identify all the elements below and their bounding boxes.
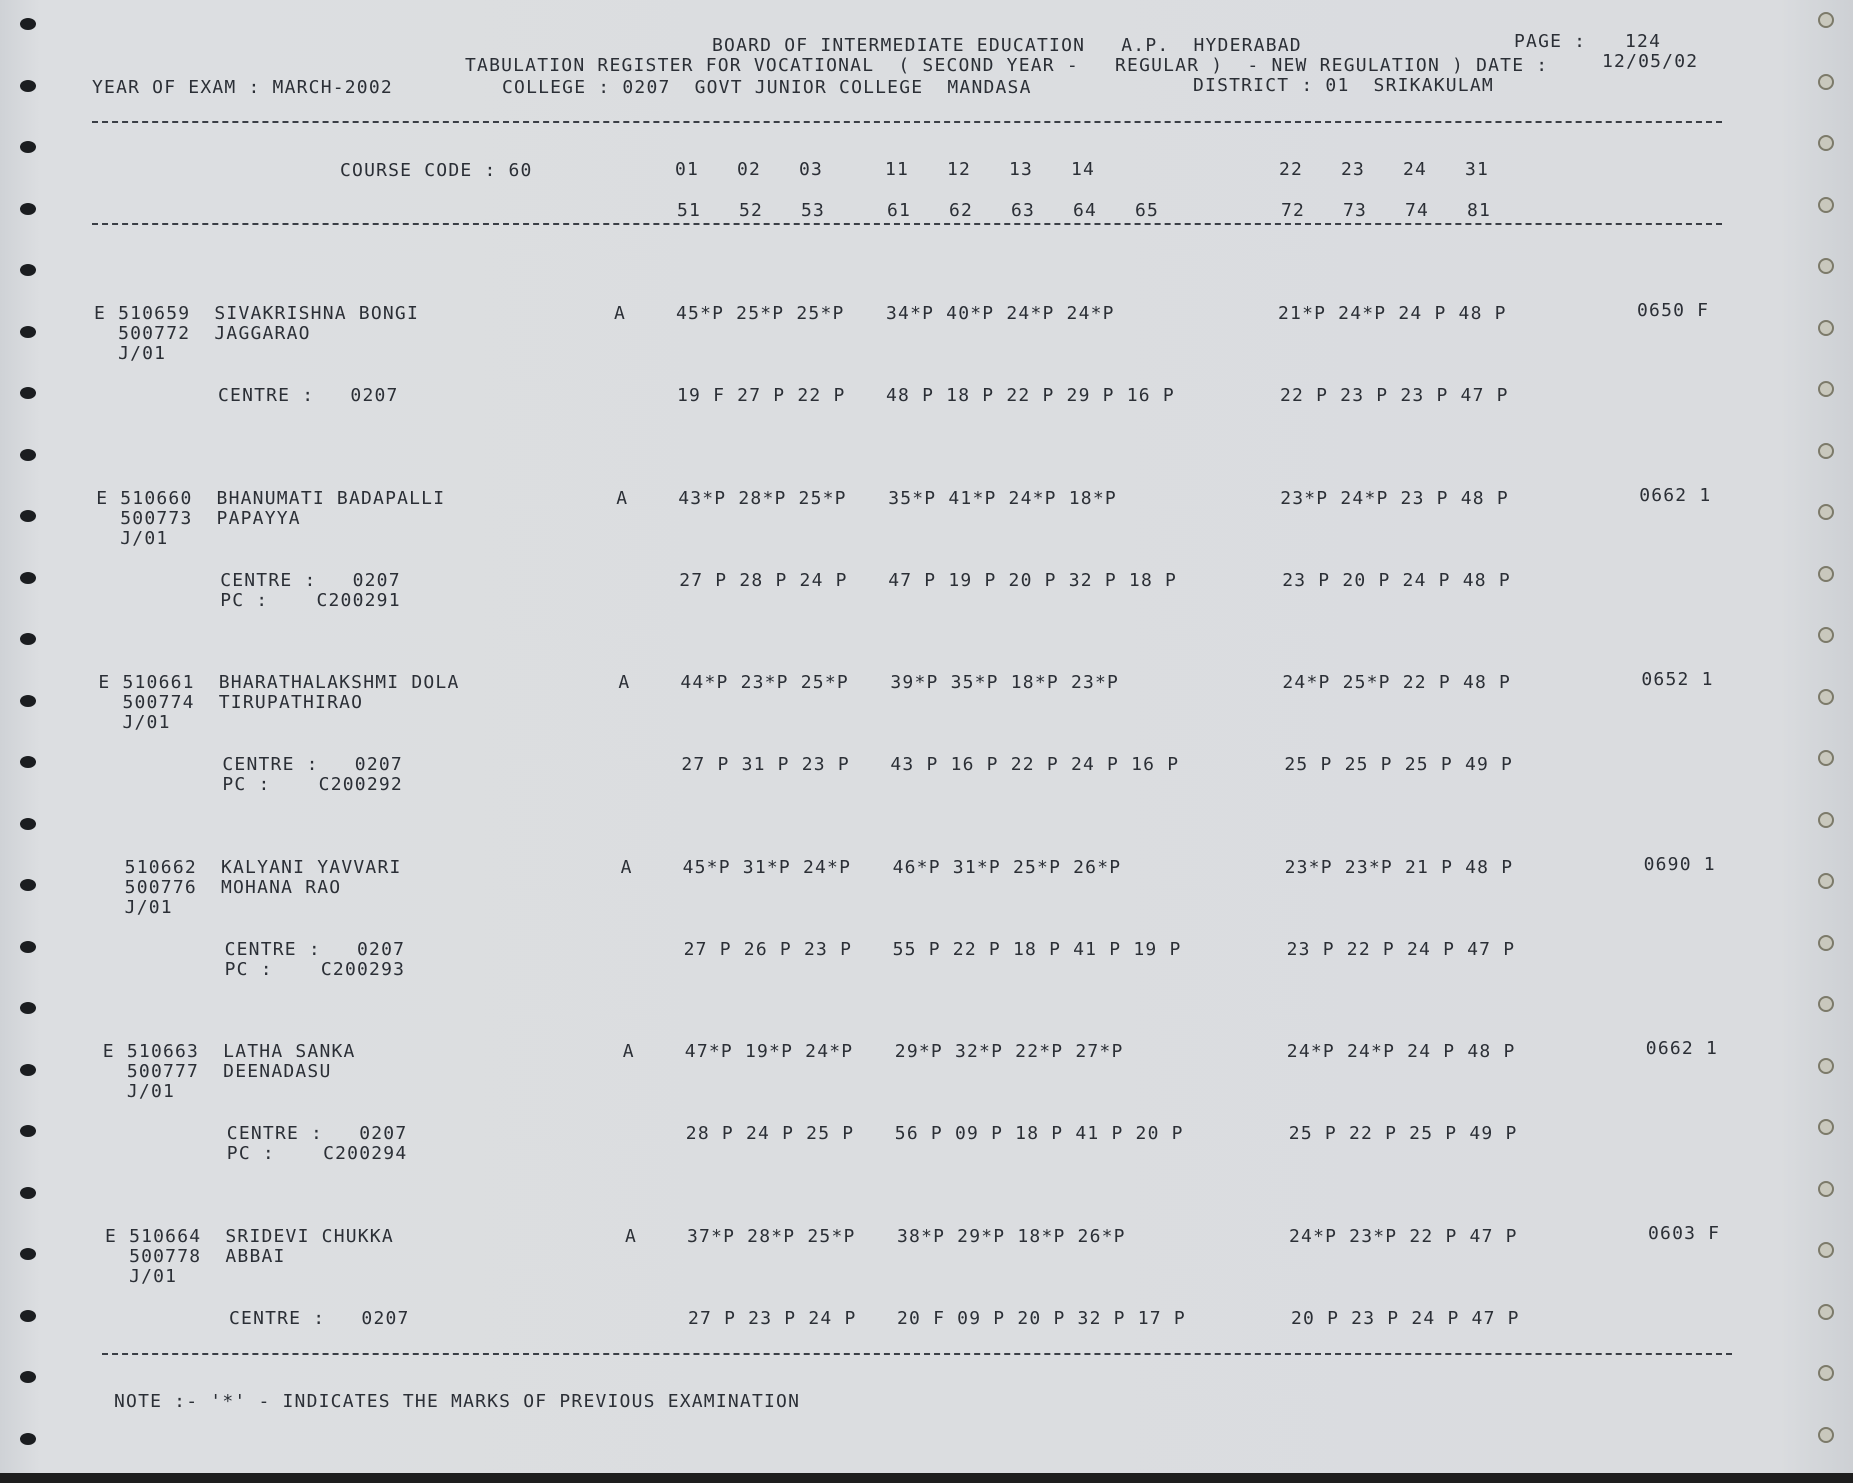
feed-hole-right xyxy=(1818,1058,1834,1074)
record-grade: A xyxy=(625,1225,638,1247)
record-total: 0690 1 xyxy=(1643,853,1716,875)
record-line3: J/01 xyxy=(102,1081,176,1102)
feed-hole-right xyxy=(1818,1365,1834,1381)
record-m2c: 22 P 23 P 23 P 47 P xyxy=(1280,385,1509,406)
record-line1: E 510661 BHARATHALAKSHMI DOLA xyxy=(98,672,460,693)
record-m1b: 46*P 31*P 25*P 26*P xyxy=(892,856,1122,878)
feed-hole-left xyxy=(20,141,36,153)
record-line1: E 510664 SRIDEVI CHUKKA xyxy=(105,1225,394,1247)
record-m2a: 27 P 31 P 23 P xyxy=(681,754,850,775)
record-line2: 500772 JAGGARAO xyxy=(94,323,311,344)
footnote: NOTE :- '*' - INDICATES THE MARKS OF PREVIOUS EXAMINATION xyxy=(114,1391,801,1412)
record-centre: CENTRE : 0207 xyxy=(224,938,406,960)
column-code: 61 xyxy=(887,200,912,221)
feed-hole-left xyxy=(20,756,36,768)
record-line1: E 510659 SIVAKRISHNA BONGI xyxy=(94,303,419,324)
record-total: 0662 1 xyxy=(1639,484,1712,506)
record-grade: A xyxy=(620,856,633,878)
column-code: 53 xyxy=(801,200,826,221)
record-total: 0662 1 xyxy=(1645,1038,1719,1059)
record-total: 0603 F xyxy=(1648,1222,1721,1244)
record-m2b: 20 F 09 P 20 P 32 P 17 P xyxy=(897,1307,1186,1329)
feed-hole-left xyxy=(20,387,36,399)
record-m2c: 20 P 23 P 24 P 47 P xyxy=(1291,1307,1520,1329)
record-m2a: 19 F 27 P 22 P xyxy=(677,385,846,406)
feed-hole-right xyxy=(1818,812,1834,828)
record-line3: J/01 xyxy=(105,1265,178,1287)
record-m2c: 23 P 20 P 24 P 48 P xyxy=(1282,569,1511,591)
feed-hole-right xyxy=(1818,935,1834,951)
feed-hole-left xyxy=(20,1187,36,1199)
feed-hole-right xyxy=(1818,996,1834,1012)
record-m2b: 56 P 09 P 18 P 41 P 20 P xyxy=(894,1123,1184,1144)
record-m1b: 39*P 35*P 18*P 23*P xyxy=(890,672,1120,693)
column-code: 81 xyxy=(1467,200,1492,221)
record-m2a: 27 P 26 P 23 P xyxy=(683,938,853,960)
feed-hole-right xyxy=(1818,873,1834,889)
column-code: 51 xyxy=(677,200,702,221)
record-line1: E 510663 LATHA SANKA xyxy=(102,1041,356,1062)
column-code: 74 xyxy=(1405,200,1430,221)
record-line3: J/01 xyxy=(100,896,173,918)
feed-hole-left xyxy=(20,695,36,707)
feed-hole-left xyxy=(20,1371,36,1383)
record-m1b: 35*P 41*P 24*P 18*P xyxy=(888,487,1117,509)
column-code: 52 xyxy=(739,200,764,221)
column-code: 01 xyxy=(675,159,700,180)
feed-hole-left xyxy=(20,1064,36,1076)
column-code: 31 xyxy=(1465,159,1490,180)
record-m2b: 43 P 16 P 22 P 24 P 16 P xyxy=(890,754,1180,775)
column-code: 22 xyxy=(1279,159,1304,180)
column-code: 72 xyxy=(1281,200,1306,221)
record-m1a: 43*P 28*P 25*P xyxy=(678,487,847,509)
record-line2: 500773 PAPAYYA xyxy=(96,507,301,529)
record-m2b: 47 P 19 P 20 P 32 P 18 P xyxy=(888,569,1178,591)
record-line1: 510662 KALYANI YAVVARI xyxy=(100,856,402,878)
record-centre: CENTRE : 0207 xyxy=(226,1123,408,1144)
record-m2b: 48 P 18 P 22 P 29 P 16 P xyxy=(886,385,1175,406)
feed-hole-right xyxy=(1818,627,1834,643)
record-line3: J/01 xyxy=(98,712,171,733)
record-pc: PC : C200294 xyxy=(226,1143,408,1164)
feed-hole-left xyxy=(20,1433,36,1445)
district-info: DISTRICT : 01 SRIKAKULAM xyxy=(1193,75,1494,96)
record-line2: 500776 MOHANA RAO xyxy=(100,876,342,898)
college-info: COLLEGE : 0207 GOVT JUNIOR COLLEGE MANDASA xyxy=(502,77,1032,98)
feed-hole-left xyxy=(20,1125,36,1137)
column-code: 03 xyxy=(799,159,824,180)
record-m2a: 27 P 28 P 24 P xyxy=(679,569,848,591)
record-centre: CENTRE : 0207 xyxy=(229,1307,410,1329)
column-code: 14 xyxy=(1071,159,1096,180)
column-code: 12 xyxy=(947,159,972,180)
feed-hole-right xyxy=(1818,1181,1834,1197)
column-code: 63 xyxy=(1011,200,1036,221)
feed-hole-right xyxy=(1818,443,1834,459)
feed-hole-left xyxy=(20,18,36,30)
record-m1b: 29*P 32*P 22*P 27*P xyxy=(894,1041,1124,1062)
record-m2b: 55 P 22 P 18 P 41 P 19 P xyxy=(892,938,1182,960)
record-m1a: 37*P 28*P 25*P xyxy=(687,1225,856,1247)
record-m2c: 23 P 22 P 24 P 47 P xyxy=(1286,938,1516,960)
feed-hole-right xyxy=(1818,258,1834,274)
record-m2a: 28 P 24 P 25 P xyxy=(685,1123,855,1144)
feed-hole-right xyxy=(1818,504,1834,520)
record-m1c: 24*P 23*P 22 P 47 P xyxy=(1289,1225,1518,1247)
feed-hole-right xyxy=(1818,381,1834,397)
record-line3: J/01 xyxy=(94,343,167,364)
record-line2: 500774 TIRUPATHIRAO xyxy=(98,692,364,713)
record-total: 0652 1 xyxy=(1641,669,1714,690)
feed-hole-right xyxy=(1818,566,1834,582)
record-grade: A xyxy=(618,672,631,693)
record-m2c: 25 P 25 P 25 P 49 P xyxy=(1284,754,1514,775)
footer-rule xyxy=(102,1353,1732,1355)
header-rule-bottom xyxy=(92,223,1722,225)
record-m1a: 45*P 31*P 24*P xyxy=(682,856,852,878)
feed-hole-right xyxy=(1818,1304,1834,1320)
record-m1c: 23*P 24*P 23 P 48 P xyxy=(1280,487,1509,509)
record-m1a: 47*P 19*P 24*P xyxy=(684,1041,854,1062)
feed-hole-right xyxy=(1818,74,1834,90)
feed-hole-right xyxy=(1818,750,1834,766)
record-m1b: 38*P 29*P 18*P 26*P xyxy=(897,1225,1126,1247)
feed-hole-right xyxy=(1818,320,1834,336)
record-pc: PC : C200293 xyxy=(224,958,406,980)
register-title: TABULATION REGISTER FOR VOCATIONAL ( SECOND YEAR - REGULAR ) - NEW REGULATION ) DATE : xyxy=(465,55,1549,76)
record-centre: CENTRE : 0207 xyxy=(218,385,399,406)
feed-hole-left xyxy=(20,510,36,522)
record-line1: E 510660 BHANUMATI BADAPALLI xyxy=(96,487,446,509)
feed-hole-left xyxy=(20,1002,36,1014)
course-code: COURSE CODE : 60 xyxy=(340,160,533,181)
record-m2c: 25 P 22 P 25 P 49 P xyxy=(1288,1123,1518,1144)
record-m1c: 24*P 25*P 22 P 48 P xyxy=(1282,672,1512,693)
page-label: PAGE : xyxy=(1514,31,1587,52)
record-centre: CENTRE : 0207 xyxy=(220,569,401,591)
feed-hole-right xyxy=(1818,197,1834,213)
record-pc: PC : C200292 xyxy=(222,774,403,795)
column-code: 62 xyxy=(949,200,974,221)
year-of-exam: YEAR OF EXAM : MARCH-2002 xyxy=(92,77,393,98)
feed-hole-right xyxy=(1818,12,1834,28)
record-m1c: 24*P 24*P 24 P 48 P xyxy=(1286,1041,1516,1062)
record-total: 0650 F xyxy=(1637,300,1710,321)
feed-hole-left xyxy=(20,572,36,584)
feed-hole-right xyxy=(1818,1242,1834,1258)
feed-hole-left xyxy=(20,449,36,461)
column-code: 23 xyxy=(1341,159,1366,180)
feed-hole-right xyxy=(1818,135,1834,151)
record-m1c: 23*P 23*P 21 P 48 P xyxy=(1284,856,1514,878)
feed-hole-left xyxy=(20,633,36,645)
feed-hole-left xyxy=(20,264,36,276)
record-line2: 500777 DEENADASU xyxy=(102,1061,332,1082)
record-m1a: 44*P 23*P 25*P xyxy=(680,672,849,693)
record-pc: PC : C200291 xyxy=(220,589,401,611)
record-grade: A xyxy=(614,303,627,324)
page-number: 124 xyxy=(1625,31,1662,52)
record-line3: J/01 xyxy=(96,527,169,549)
feed-hole-left xyxy=(20,1248,36,1260)
column-code: 11 xyxy=(885,159,910,180)
board-title: BOARD OF INTERMEDIATE EDUCATION A.P. HYDERABAD xyxy=(712,35,1302,56)
record-grade: A xyxy=(622,1041,635,1062)
record-m1a: 45*P 25*P 25*P xyxy=(676,303,845,324)
column-code: 73 xyxy=(1343,200,1368,221)
record-m2a: 27 P 23 P 24 P xyxy=(688,1307,857,1329)
feed-hole-left xyxy=(20,326,36,338)
column-code: 13 xyxy=(1009,159,1034,180)
scan-edge xyxy=(0,1473,1853,1483)
feed-hole-left xyxy=(20,941,36,953)
column-code: 24 xyxy=(1403,159,1428,180)
header-rule-top xyxy=(92,121,1722,123)
record-m1b: 34*P 40*P 24*P 24*P xyxy=(886,303,1115,324)
feed-hole-left xyxy=(20,203,36,215)
column-code: 65 xyxy=(1135,200,1160,221)
feed-hole-left xyxy=(20,818,36,830)
feed-hole-right xyxy=(1818,1427,1834,1443)
report-date: 12/05/02 xyxy=(1602,51,1699,72)
record-grade: A xyxy=(616,487,629,509)
feed-hole-right xyxy=(1818,689,1834,705)
record-centre: CENTRE : 0207 xyxy=(222,754,403,775)
record-m1c: 21*P 24*P 24 P 48 P xyxy=(1278,303,1507,324)
column-code: 02 xyxy=(737,159,762,180)
feed-hole-right xyxy=(1818,1119,1834,1135)
feed-hole-left xyxy=(20,1310,36,1322)
feed-hole-left xyxy=(20,80,36,92)
column-code: 64 xyxy=(1073,200,1098,221)
record-line2: 500778 ABBAI xyxy=(105,1245,286,1267)
feed-hole-left xyxy=(20,879,36,891)
